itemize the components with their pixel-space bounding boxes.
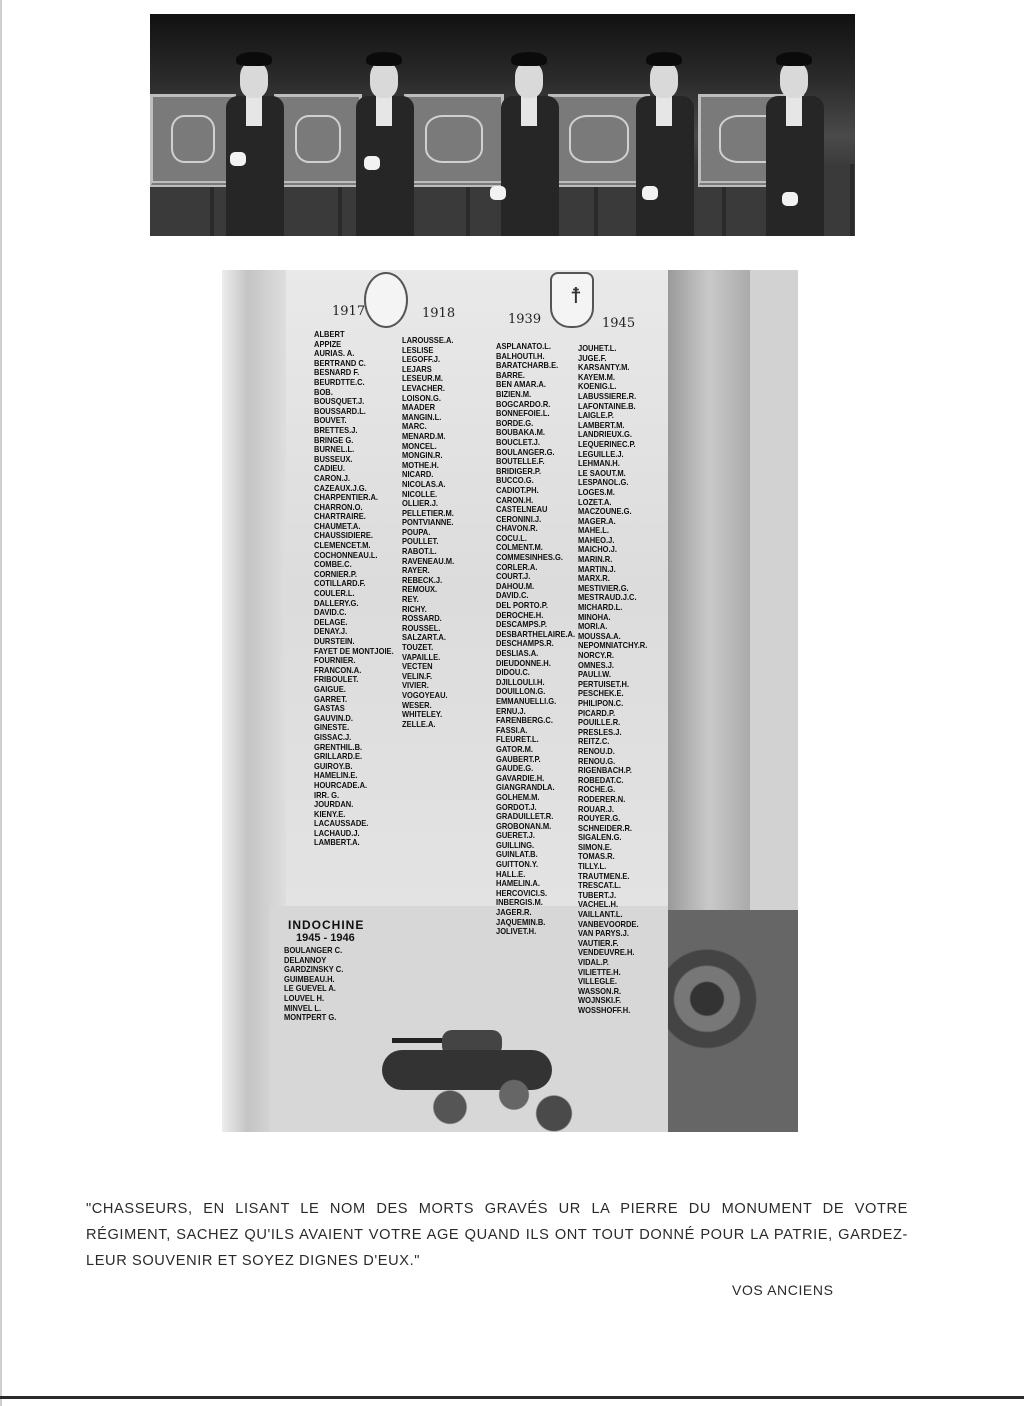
engraved-name: BALHOUTI.H. (496, 351, 545, 361)
engraved-name: KARSANTY.M. (578, 363, 630, 373)
engraved-name: TRAUTMEN.E. (578, 871, 630, 881)
engraved-name: MARX.R. (578, 574, 610, 584)
engraved-name: BONNEFOIE.L. (496, 409, 550, 419)
engraved-name: HERCOVICI.S. (496, 888, 548, 898)
engraved-name: NICOLLE. (402, 489, 438, 499)
engraved-name: GRILLARD.E. (314, 752, 363, 762)
engraved-name: CHAVON.R. (496, 524, 538, 534)
engraved-name: VILIETTE.H. (578, 967, 621, 977)
engraved-name: DESLIAS.A. (496, 649, 539, 658)
engraved-name: BOUSQUET.J. (314, 397, 365, 407)
engraved-name: GUERET.J. (496, 831, 535, 841)
memorial-quote: "CHASSEURS, EN LISANT LE NOM DES MORTS GRAVÉS UR LA PIERRE DU MONUMENT DE VOTRE RÉGIMENT, SACHEZ QU'ILS AVAIENT VOTRE AGE QUAND ILS ONT TOUT DONNÉ POUR LA PATRIE, GARDEZ-LEUR SOUVENIR ET SOYEZ DIGNES D'EUX." (86, 1201, 908, 1269)
engraved-name: MINVEL L. (284, 1003, 322, 1013)
engraved-name: PICARD.P. (578, 708, 616, 718)
engraved-name: GORDOT.J. (496, 802, 537, 812)
engraved-name: LOISON.G. (402, 393, 441, 403)
engraved-name: MARC. (402, 422, 427, 432)
engraved-name: POUILLE.R. (578, 718, 621, 728)
engraved-name: TOMAS.R. (578, 852, 615, 862)
engraved-name: LEGUILLE.J. (578, 449, 624, 459)
engraved-name: BRETTES.J. (314, 425, 358, 435)
engraved-name: LESLISE (402, 345, 434, 355)
engraved-name: ROUYER.G. (578, 814, 621, 824)
engraved-name: DAVID.C. (496, 591, 529, 601)
engraved-name: DELAGE. (314, 617, 348, 627)
engraved-name: TILLY.L. (578, 862, 607, 872)
engraved-name: MONTPERT G. (284, 1013, 337, 1023)
engraved-name: TUBERT.J. (578, 890, 617, 900)
engraved-name: GAVARDIE.H. (496, 773, 545, 783)
engraved-name: FRANCON.A. (314, 665, 362, 675)
names-column-4 (578, 344, 653, 1016)
engraved-name: BARATCHARB.E. (496, 361, 559, 371)
engraved-name: GRADUILLET.R. (496, 812, 554, 822)
engraved-name: HALL.E. (496, 869, 526, 879)
engraved-name: FASSI.A. (496, 725, 528, 735)
engraved-name: FAYET DE MONTJOIE. (314, 646, 394, 656)
engraved-name: BOUVET. (314, 416, 347, 426)
engraved-name: MOUSSA.A. (578, 631, 621, 641)
engraved-name: DELANNOY (284, 955, 327, 965)
engraved-name: GAIGUE. (314, 684, 346, 694)
engraved-name: ERNU.J. (496, 706, 526, 716)
engraved-name: WESER. (402, 700, 432, 710)
engraved-name: BOUSSARD.L. (314, 406, 366, 416)
engraved-name: MONGIN.R. (402, 451, 443, 461)
engraved-name: GATOR.M. (496, 744, 533, 754)
engraved-name: VAN PARYS.J. (578, 929, 629, 939)
lorraine-cross-icon: ☨ (570, 284, 582, 309)
engraved-name: BESNARD F. (314, 368, 360, 378)
engraved-name: SCHNEIDER.R. (578, 823, 632, 833)
engraved-name: PESCHEK.E. (578, 689, 624, 699)
engraved-name: VOGOYEAU. (402, 690, 448, 700)
engraved-name: BRIDIGER.P. (496, 466, 542, 476)
engraved-name: GUIROY.B. (314, 761, 353, 771)
engraved-name: POUPA. (402, 527, 431, 537)
soldier-5 (760, 34, 830, 236)
engraved-name: RAYER. (402, 566, 430, 576)
engraved-name: SALZART.A. (402, 633, 446, 643)
engraved-name: NEPOMNIATCHY.R. (578, 641, 648, 651)
engraved-name: BOUTELLE.F. (496, 457, 545, 467)
engraved-name: MORI.A. (578, 622, 608, 632)
engraved-name: ASPLANATO.L. (496, 342, 551, 351)
engraved-name: JAQUEMIN.B. (496, 917, 546, 927)
engraved-name: LAMBERT.M. (578, 420, 625, 430)
engraved-name: WOSSHOFF.H. (578, 1005, 631, 1015)
engraved-name: ROUAR.J. (578, 804, 614, 814)
engraved-name: GOLHEM.M. (496, 792, 540, 802)
engraved-name: LOUVEL H. (284, 993, 325, 1003)
engraved-name: GRENTHIL.B. (314, 742, 363, 752)
engraved-name: VAPAILLE. (402, 652, 441, 662)
engraved-name: LEQUERINEC.P. (578, 439, 636, 449)
engraved-name: LE SAOUT.M. (578, 468, 626, 478)
engraved-name: ZELLE.A. (402, 719, 436, 729)
engraved-name: ROSSARD. (402, 614, 442, 624)
engraved-name: REBECK.J. (402, 575, 443, 585)
engraved-name: OMNES.J. (578, 660, 615, 670)
engraved-name: CERONINI.J. (496, 514, 542, 524)
engraved-name: WOJNSKI.F. (578, 996, 622, 1006)
engraved-name: GAUDE.G. (496, 764, 534, 774)
engraved-name: DIEUDONNE.H. (496, 658, 551, 668)
engraved-name: JAGER.R. (496, 908, 532, 918)
engraved-name: ALBERT (314, 330, 345, 339)
engraved-name: MARTIN.J. (578, 564, 616, 574)
engraved-name: BUSSEUX. (314, 454, 353, 464)
engraved-name: COULER.L. (314, 589, 355, 599)
engraved-name: DIDOU.C. (496, 668, 530, 678)
engraved-name: VIVIER. (402, 681, 429, 691)
engraved-name: BIZIEN.M. (496, 389, 532, 399)
soldier-1 (220, 34, 290, 236)
engraved-name: BUCCO.G. (496, 476, 534, 486)
engraved-name: PHILIPON.C. (578, 698, 624, 708)
engraved-name: ROUSSEL. (402, 623, 441, 633)
engraved-name: BEURDTTE.C. (314, 377, 365, 387)
names-column-1 (314, 330, 401, 848)
flower-wreath (418, 1070, 578, 1132)
engraved-name: RICHY. (402, 604, 427, 614)
engraved-name: POULLET. (402, 537, 439, 547)
engraved-name: MESTRAUD.J.C. (578, 593, 637, 603)
indochine-years: 1945 - 1946 (296, 932, 355, 944)
engraved-name: MACZOUNE.G. (578, 507, 632, 517)
engraved-name: MOTHE.H. (402, 460, 439, 470)
glove (230, 152, 246, 166)
engraved-name: VANBEVOORDE. (578, 919, 639, 929)
engraved-name: RAVENEAU.M. (402, 556, 455, 566)
period-start-1939: 1939 (508, 312, 542, 327)
engraved-name: RIGENBACH.P. (578, 766, 632, 776)
engraved-name: BOULANGER C. (284, 946, 343, 955)
engraved-name: MAADER (402, 403, 436, 413)
engraved-name: CASTELNEAU (496, 505, 548, 515)
engraved-name: BRINGE G. (314, 435, 354, 445)
engraved-name: JUGE.F. (578, 353, 607, 363)
engraved-name: FRIBOULET. (314, 675, 359, 685)
engraved-name: LEHMAN.H. (578, 459, 620, 469)
engraved-name: BOGCARDO.R. (496, 399, 551, 409)
engraved-name: CHAUMET.A. (314, 521, 361, 531)
period-end-1945: 1945 (602, 316, 636, 331)
engraved-name: LESEUR.M. (402, 374, 444, 384)
engraved-name: MAHE.L. (578, 526, 609, 536)
engraved-name: LACAUSSADE. (314, 819, 369, 829)
engraved-name: GUITTON.Y. (496, 860, 539, 870)
engraved-name: KAYEM.M. (578, 372, 615, 382)
engraved-name: CARON.J. (314, 473, 350, 483)
engraved-name: INBERGIS.M. (496, 898, 543, 908)
engraved-name: CADIEU. (314, 464, 345, 474)
engraved-name: COMMESINHES.G. (496, 553, 563, 563)
engraved-name: ROBEDAT.C. (578, 775, 624, 785)
engraved-name: DEROCHE.H. (496, 610, 544, 620)
soldier-3 (495, 34, 565, 236)
engraved-name: PELLETIER.M. (402, 508, 454, 518)
engraved-name: GINESTE. (314, 723, 350, 733)
engraved-name: COURT.J. (496, 572, 531, 582)
engraved-name: HAMELIN.A. (496, 879, 540, 889)
engraved-name: FOURNIER. (314, 656, 356, 666)
engraved-name: WASSON.R. (578, 986, 622, 996)
engraved-name: VIDAL.P. (578, 958, 609, 967)
engraved-name: FLEURET.L. (496, 735, 539, 745)
engraved-name: HOURCADE.A. (314, 780, 368, 790)
engraved-name: MICHARD.L. (578, 603, 623, 613)
engraved-name: AURIAS. A. (314, 349, 355, 359)
engraved-name: BARRE. (496, 370, 525, 380)
engraved-name: MAHEO.J. (578, 535, 615, 545)
engraved-name: CHARPENTIER.A. (314, 493, 379, 503)
engraved-name: DESCHAMPS.R. (496, 639, 554, 649)
engraved-name: NICOLAS.A. (402, 479, 446, 489)
engraved-name: CARON.H. (496, 495, 534, 505)
engraved-name: LOZET.A. (578, 497, 612, 507)
engraved-name: DENAY.J. (314, 627, 348, 637)
war-memorial-photo (222, 270, 798, 1132)
engraved-name: REY. (402, 595, 419, 605)
engraved-name: GUINLAT.B. (496, 850, 538, 860)
engraved-name: LAFONTAINE.B. (578, 401, 636, 411)
engraved-name: FARENBERG.C. (496, 716, 553, 726)
right-pillar (668, 270, 750, 910)
engraved-name: DURSTEIN. (314, 637, 355, 646)
engraved-name: GROBONAN.M. (496, 821, 552, 831)
engraved-name: GASTAS (314, 704, 345, 714)
engraved-name: TOUZET. (402, 643, 434, 652)
engraved-name: JOUHET.L. (578, 344, 617, 353)
engraved-name: LANDRIEUX.G. (578, 430, 632, 440)
engraved-name: LABUSSIERE.R. (578, 391, 637, 401)
engraved-name: RENOU.G. (578, 756, 616, 766)
engraved-name: NICARD. (402, 470, 434, 480)
engraved-name: KOENIG.L. (578, 382, 617, 392)
page-bottom-rule (0, 1396, 1024, 1399)
engraved-name: EMMANUELLI.G. (496, 696, 557, 706)
engraved-name: COMBE.C. (314, 560, 352, 570)
engraved-name: DOUILLON.G. (496, 687, 546, 697)
engraved-name: CHARTRAIRE. (314, 512, 366, 522)
quote-signature: VOS ANCIENS (732, 1282, 834, 1298)
engraved-name: DESCAMPS.P. (496, 620, 547, 630)
engraved-name: WHITELEY. (402, 710, 443, 720)
glove (642, 186, 658, 200)
engraved-name: LAIGLE.P. (578, 411, 614, 421)
engraved-name: LESPANOL.G. (578, 478, 629, 488)
engraved-name: MESTIVIER.G. (578, 583, 629, 593)
engraved-name: CLEMENCET.M. (314, 541, 371, 551)
glove (782, 192, 798, 206)
glove (490, 186, 506, 200)
engraved-name: MAGER.A. (578, 516, 616, 526)
engraved-name: BORDE.G. (496, 418, 534, 428)
engraved-name: RABOT.L. (402, 547, 437, 557)
engraved-name: GARRET. (314, 694, 348, 704)
engraved-name: PAULI.W. (578, 670, 611, 680)
engraved-name: CORLER.A. (496, 562, 538, 572)
period-start-1917: 1917 (332, 304, 366, 319)
engraved-name: PRESLES.J. (578, 727, 622, 737)
engraved-name: BOUCLET.J. (496, 437, 540, 447)
indochine-names-column (284, 946, 348, 1023)
engraved-name: CAZEAUX.J.G. (314, 483, 367, 493)
engraved-name: LOGES.M. (578, 487, 615, 497)
engraved-name: VACHEL.H. (578, 900, 619, 910)
foliage (668, 910, 798, 1132)
engraved-name: COCHONNEAU.L. (314, 550, 378, 560)
engraved-name: BEN AMAR.A. (496, 380, 546, 390)
soldier-2 (350, 34, 420, 236)
engraved-name: BURNEL.L. (314, 445, 355, 455)
engraved-name: ROCHE.G. (578, 785, 616, 795)
engraved-name: REMOUX. (402, 585, 438, 595)
engraved-name: MONCEL. (402, 441, 437, 451)
engraved-name: DEL PORTO.P. (496, 601, 548, 611)
engraved-name: VILLEGLE. (578, 977, 617, 987)
engraved-name: LEVACHER. (402, 383, 445, 393)
engraved-name: SIMON.E. (578, 842, 612, 852)
engraved-name: GUIMBEAU.H. (284, 974, 335, 984)
engraved-name: LAMBERT.A. (314, 838, 360, 848)
engraved-name: GIANGRANDLA. (496, 783, 555, 793)
engraved-name: MAICHO.J. (578, 545, 617, 555)
soldiers-photo (150, 14, 855, 236)
page-edge (0, 0, 2, 1406)
engraved-name: MANGIN.L. (402, 412, 442, 422)
engraved-name: MARIN.R. (578, 555, 613, 565)
engraved-name: LEJARS (402, 364, 432, 374)
engraved-name: LE GUEVEL A. (284, 984, 336, 994)
engraved-name: BOB. (314, 387, 333, 397)
engraved-name: VAILLANT.L. (578, 910, 623, 920)
period-end-1918: 1918 (422, 306, 456, 321)
engraved-name: GAUBERT.P. (496, 754, 541, 764)
engraved-name: NORCY.R. (578, 651, 614, 660)
engraved-name: DALLERY.G. (314, 598, 359, 608)
engraved-name: IRR. G. (314, 790, 340, 800)
engraved-name: VAUTIER.F. (578, 938, 619, 948)
engraved-name: VENDEUVRE.H. (578, 948, 635, 958)
engraved-name: JOLIVET.H. (496, 927, 537, 937)
engraved-name: GAUVIN.D. (314, 713, 353, 723)
engraved-name: TRESCAT.L. (578, 881, 621, 891)
soldier-4 (630, 34, 700, 236)
engraved-name: DAHOU.M. (496, 581, 535, 591)
engraved-name: BERTRAND C. (314, 358, 366, 368)
engraved-name: MENARD.M. (402, 431, 446, 441)
names-column-3 (496, 342, 582, 937)
engraved-name: BOULANGER.G. (496, 447, 555, 457)
engraved-name: CHAUSSIDIERE. (314, 531, 374, 541)
engraved-name: LAROUSSE.A. (402, 336, 454, 345)
engraved-name: CADIOT.PH. (496, 485, 539, 495)
engraved-name: PONTVIANNE. (402, 518, 454, 528)
engraved-name: COCU.L. (496, 533, 527, 543)
engraved-name: GUILLING. (496, 840, 535, 850)
engraved-name: GISSAC.J. (314, 732, 352, 742)
engraved-name: LEGOFF.J. (402, 355, 441, 365)
engraved-name: VECTEN (402, 662, 433, 672)
engraved-name: HAMELIN.E. (314, 771, 358, 781)
engraved-name: SIGALEN.G. (578, 833, 622, 843)
engraved-name: RENOU.D. (578, 746, 615, 756)
engraved-name: DESBARTHELAIRE.A. (496, 629, 576, 639)
engraved-name: JOURDAN. (314, 800, 354, 810)
engraved-name: PERTUISET.H. (578, 679, 630, 689)
names-column-2 (402, 336, 459, 729)
engraved-name: DJILLOULI.H. (496, 677, 545, 687)
engraved-name: MINOHA. (578, 612, 611, 622)
engraved-name: CORNIER.P. (314, 569, 357, 579)
engraved-name: DAVID.C. (314, 608, 347, 618)
engraved-name: APPIZE (314, 339, 342, 349)
engraved-name: OLLIER.J. (402, 499, 438, 509)
glove (364, 156, 380, 170)
engraved-name: COTILLARD.F. (314, 579, 366, 589)
engraved-name: CHARRON.O. (314, 502, 363, 512)
engraved-name: REITZ.C. (578, 737, 610, 747)
hunting-horn-emblem (364, 272, 408, 328)
engraved-name: KIENY.E. (314, 809, 346, 819)
engraved-name: GARDZINSKY C. (284, 965, 344, 975)
lorraine-cross-emblem (550, 272, 594, 328)
indochine-title: INDOCHINE (288, 918, 365, 932)
engraved-name: VELIN.F. (402, 671, 433, 681)
engraved-name: COLMENT.M. (496, 543, 543, 553)
engraved-name: BOUBAKA.M. (496, 428, 545, 438)
engraved-name: RODERER.N. (578, 794, 626, 804)
engraved-name: LACHAUD.J. (314, 828, 360, 838)
